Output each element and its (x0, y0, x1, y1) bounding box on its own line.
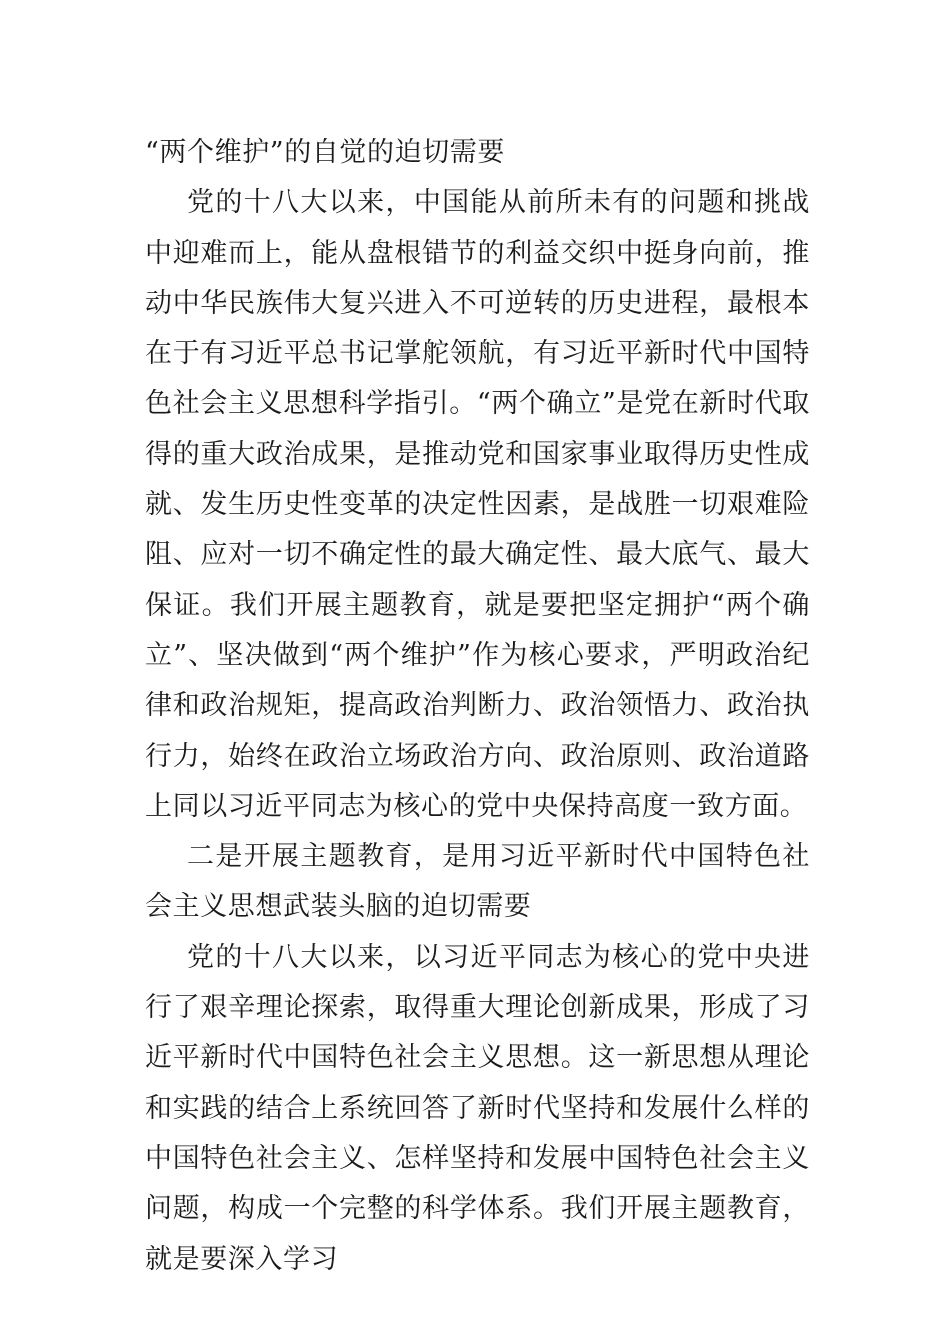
paragraph-heading-continuation: “两个维护”的自觉的迫切需要 (145, 137, 506, 168)
paragraph-heading-point-two: 二是开展主题教育，是用习近平新时代中国特色社会主义思想武装头脑的迫切需要 (145, 841, 810, 923)
document-body (145, 128, 810, 1285)
paragraph-two-establishments: 党的十八大以来，中国能从前所未有的问题和挑战中迎难而上，能从盘根错节的利益交织中挺身向前，推动中华民族伟大复兴进入不可逆转的历史进程，最根本在于有习近平总书记掌舵领航，有习近平新时代中国特色社会主义思想科学指引。“两个确立”是党在新时代取得的重大政治成果，是推动党和国家事业取得历史性成就、发生历史性变革的决定性因素，是战胜一切艰难险阻、应对一切不确定性的最大确定性、最大底气、最大保证。我们开展主题教育，就是要把坚定拥护“两个确立”、坚决做到“两个维护”作为核心要求，严明政治纪律和政治规矩，提高政治判断力、政治领悟力、政治执行力，始终在政治立场政治方向、政治原则、政治道路上同以习近平同志为核心的党中央保持高度一致方面。 (145, 187, 810, 822)
paragraph-theory-innovation: 党的十八大以来，以习近平同志为核心的党中央进行了艰辛理论探索，取得重大理论创新成果，形成了习近平新时代中国特色社会主义思想。这一新思想从理论和实践的结合上系统回答了新时代坚持和发展什么样的中国特色社会主义、怎样坚持和发展中国特色社会主义问题，构成一个完整的科学体系。我们开展主题教育，就是要深入学习 (145, 941, 810, 1275)
